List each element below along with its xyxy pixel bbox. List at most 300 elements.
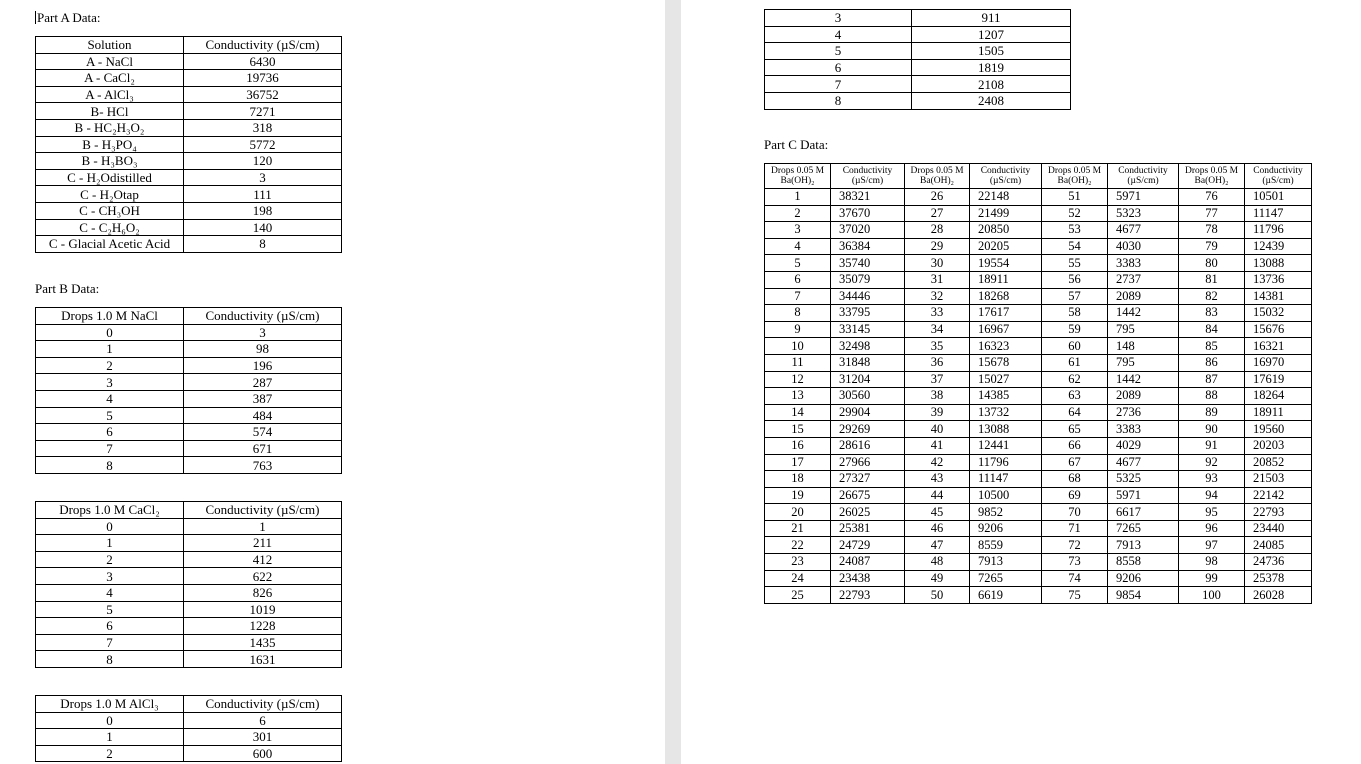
table-row	[36, 153, 342, 170]
column-header: Drops 1.0 M AlCl₃	[36, 696, 184, 713]
table-cell: 5	[36, 601, 184, 618]
table-cell: 2	[36, 745, 184, 762]
table-cell: 287	[184, 374, 342, 391]
table-cell: 24736	[1245, 554, 1312, 571]
table-cell: 98	[1179, 554, 1245, 571]
table-cell: 2408	[912, 92, 1071, 109]
table-cell: 84	[1179, 321, 1245, 338]
table-cell: 23438	[831, 570, 905, 587]
table-cell: 11147	[1245, 205, 1312, 222]
table-cell: 86	[1179, 354, 1245, 371]
table-row	[765, 321, 1312, 338]
table-cell: 28616	[831, 437, 905, 454]
table-cell: 16	[765, 437, 831, 454]
table-cell: 65	[1042, 421, 1108, 438]
table-cell: 0	[36, 518, 184, 535]
table-row	[36, 568, 342, 585]
column-header: Conductivity (µS/cm)	[184, 37, 342, 54]
table-cell: 4	[765, 238, 831, 255]
table-cell: 18911	[1245, 404, 1312, 421]
column-header: Conductivity (µS/cm)	[1108, 164, 1179, 189]
table-cell: 7	[765, 76, 912, 93]
table-row	[36, 551, 342, 568]
column-header: Drops 0.05 M Ba(OH)₂	[1042, 164, 1108, 189]
table-row	[36, 341, 342, 358]
table-row	[36, 53, 342, 70]
table-cell: 3	[36, 374, 184, 391]
table-cell: 5323	[1108, 205, 1179, 222]
table-row	[765, 26, 1071, 43]
table-cell: 412	[184, 551, 342, 568]
table-cell: 8	[36, 457, 184, 474]
table-cell: 1442	[1108, 371, 1179, 388]
table-cell: 8558	[1108, 554, 1179, 571]
table-cell: 6	[36, 424, 184, 441]
table-cell: 15	[765, 421, 831, 438]
table-cell: 66	[1042, 437, 1108, 454]
table-row	[36, 357, 342, 374]
table-cell: 2089	[1108, 288, 1179, 305]
table-cell: 27327	[831, 471, 905, 488]
part-a-table	[35, 36, 342, 253]
table-row	[765, 404, 1312, 421]
part-b-nacl-table	[35, 307, 342, 474]
table-cell: 8	[765, 92, 912, 109]
table-cell: 22	[765, 537, 831, 554]
table-cell: 71	[1042, 520, 1108, 537]
table-cell: 81	[1179, 271, 1245, 288]
table-cell: 27	[905, 205, 970, 222]
table-cell: 2	[36, 551, 184, 568]
table-cell: 18264	[1245, 388, 1312, 405]
table-cell: 90	[1179, 421, 1245, 438]
table-cell: 12441	[970, 437, 1042, 454]
table-cell: 3383	[1108, 255, 1179, 272]
table-cell: 52	[1042, 205, 1108, 222]
table-row	[36, 407, 342, 424]
table-row	[765, 487, 1312, 504]
table-cell: 1	[36, 535, 184, 552]
table-row	[36, 169, 342, 186]
part-b-cacl2-table	[35, 501, 342, 668]
table-cell: 31848	[831, 354, 905, 371]
table-cell: C - H₂Otap	[36, 186, 184, 203]
part-c-table	[764, 163, 1312, 604]
column-header: Conductivity (µS/cm)	[184, 696, 342, 713]
table-cell: 95	[1179, 504, 1245, 521]
table-cell: 93	[1179, 471, 1245, 488]
table-cell: 4677	[1108, 454, 1179, 471]
table-cell: 26675	[831, 487, 905, 504]
table-cell: 1	[184, 518, 342, 535]
table-row	[765, 92, 1071, 109]
column-header: Conductivity (µS/cm)	[184, 502, 342, 519]
table-cell: 6	[765, 59, 912, 76]
table-row	[36, 634, 342, 651]
table-cell: 19	[765, 487, 831, 504]
part-b-alcl3-table-continued	[764, 9, 1071, 110]
table-row	[765, 587, 1312, 604]
table-cell: 21503	[1245, 471, 1312, 488]
table-cell: 73	[1042, 554, 1108, 571]
table-cell: 85	[1179, 338, 1245, 355]
table-cell: 42	[905, 454, 970, 471]
table-cell: 25378	[1245, 570, 1312, 587]
table-cell: 9206	[970, 520, 1042, 537]
table-cell: 78	[1179, 222, 1245, 239]
table-row	[36, 729, 342, 746]
table-row	[765, 454, 1312, 471]
table-cell: 4029	[1108, 437, 1179, 454]
table-cell: 2736	[1108, 404, 1179, 421]
table-cell: 3383	[1108, 421, 1179, 438]
table-cell: 20850	[970, 222, 1042, 239]
table-cell: 6619	[970, 587, 1042, 604]
table-cell: 33145	[831, 321, 905, 338]
table-cell: 35079	[831, 271, 905, 288]
table-cell: 795	[1108, 321, 1179, 338]
table-cell: 13088	[1245, 255, 1312, 272]
table-row	[765, 271, 1312, 288]
table-cell: 7	[765, 288, 831, 305]
table-cell: 6	[765, 271, 831, 288]
table-cell: 38321	[831, 189, 905, 206]
table-cell: 19736	[184, 70, 342, 87]
table-cell: 45	[905, 504, 970, 521]
table-cell: 64	[1042, 404, 1108, 421]
part-a-heading-text: Part A Data:	[37, 10, 101, 25]
table-row	[36, 236, 342, 253]
table-cell: 22793	[831, 587, 905, 604]
table-cell: 21	[765, 520, 831, 537]
table-row	[765, 421, 1312, 438]
table-cell: A - CaCl₂	[36, 70, 184, 87]
table-cell: 22148	[970, 189, 1042, 206]
table-cell: 19554	[970, 255, 1042, 272]
table-cell: 37	[905, 371, 970, 388]
table-cell: 29	[905, 238, 970, 255]
table-cell: 5971	[1108, 189, 1179, 206]
table-cell: 22142	[1245, 487, 1312, 504]
table-cell: 33795	[831, 305, 905, 322]
part-b-heading: Part B Data:	[35, 281, 100, 296]
table-row	[765, 205, 1312, 222]
table-cell: 13	[765, 388, 831, 405]
column-header: Conductivity (µS/cm)	[970, 164, 1042, 189]
table-cell: 8559	[970, 537, 1042, 554]
table-cell: 26025	[831, 504, 905, 521]
table-row	[36, 186, 342, 203]
table-row	[36, 618, 342, 635]
table-cell: 5	[36, 407, 184, 424]
document-page-right	[681, 0, 1361, 764]
table-cell: 318	[184, 119, 342, 136]
table-cell: 34	[905, 321, 970, 338]
table-cell: 1442	[1108, 305, 1179, 322]
table-cell: 67	[1042, 454, 1108, 471]
table-row	[765, 471, 1312, 488]
table-cell: 34446	[831, 288, 905, 305]
table-cell: 69	[1042, 487, 1108, 504]
table-cell: 7913	[1108, 537, 1179, 554]
table-cell: 600	[184, 745, 342, 762]
table-row	[36, 390, 342, 407]
table-cell: 9852	[970, 504, 1042, 521]
column-header: Drops 0.05 M Ba(OH)₂	[1179, 164, 1245, 189]
table-cell: 82	[1179, 288, 1245, 305]
column-header: Conductivity (µS/cm)	[831, 164, 905, 189]
table-cell: 1435	[184, 634, 342, 651]
table-cell: 6	[184, 712, 342, 729]
table-cell: 11147	[970, 471, 1042, 488]
table-cell: 87	[1179, 371, 1245, 388]
table-cell: 301	[184, 729, 342, 746]
table-cell: 911	[912, 10, 1071, 27]
table-cell: 35740	[831, 255, 905, 272]
table-cell: 68	[1042, 471, 1108, 488]
table-cell: 671	[184, 440, 342, 457]
table-cell: C - C₂H₆O₂	[36, 219, 184, 236]
table-cell: B - H₃BO₃	[36, 153, 184, 170]
table-cell: B - H₃PO₄	[36, 136, 184, 153]
table-row	[36, 119, 342, 136]
table-cell: 57	[1042, 288, 1108, 305]
table-cell: 18	[765, 471, 831, 488]
column-header: Conductivity (µS/cm)	[184, 308, 342, 325]
table-cell: 15678	[970, 354, 1042, 371]
table-cell: 140	[184, 219, 342, 236]
table-row	[765, 189, 1312, 206]
table-row	[765, 554, 1312, 571]
table-cell: 4	[765, 26, 912, 43]
table-cell: 83	[1179, 305, 1245, 322]
table-cell: 51	[1042, 189, 1108, 206]
table-row	[36, 70, 342, 87]
table-cell: 19560	[1245, 421, 1312, 438]
table-cell: 28	[905, 222, 970, 239]
table-cell: 94	[1179, 487, 1245, 504]
column-header: Drops 0.05 M Ba(OH)₂	[765, 164, 831, 189]
table-cell: C - Glacial Acetic Acid	[36, 236, 184, 253]
table-cell: 0	[36, 712, 184, 729]
table-cell: 3	[36, 568, 184, 585]
table-cell: 29269	[831, 421, 905, 438]
table-cell: 24	[765, 570, 831, 587]
table-cell: 72	[1042, 537, 1108, 554]
table-cell: 17617	[970, 305, 1042, 322]
table-row	[765, 520, 1312, 537]
table-header-row	[36, 696, 342, 713]
table-cell: 27966	[831, 454, 905, 471]
table-cell: 74	[1042, 570, 1108, 587]
table-cell: 4677	[1108, 222, 1179, 239]
table-cell: 75	[1042, 587, 1108, 604]
table-cell: 55	[1042, 255, 1108, 272]
table-cell: 198	[184, 202, 342, 219]
table-cell: 17619	[1245, 371, 1312, 388]
table-cell: 32	[905, 288, 970, 305]
table-cell: 1207	[912, 26, 1071, 43]
table-row	[36, 584, 342, 601]
table-row	[765, 388, 1312, 405]
table-cell: 25	[765, 587, 831, 604]
table-row	[36, 324, 342, 341]
table-cell: 58	[1042, 305, 1108, 322]
column-header: Drops 1.0 M CaCl₂	[36, 502, 184, 519]
table-cell: 10501	[1245, 189, 1312, 206]
table-cell: 2108	[912, 76, 1071, 93]
table-cell: 39	[905, 404, 970, 421]
table-cell: 13736	[1245, 271, 1312, 288]
table-row	[765, 59, 1071, 76]
part-a-heading	[35, 10, 101, 25]
part-b-alcl3-table	[35, 695, 342, 762]
table-row	[765, 371, 1312, 388]
table-cell: 41	[905, 437, 970, 454]
table-cell: 1019	[184, 601, 342, 618]
table-cell: 91	[1179, 437, 1245, 454]
table-cell: 763	[184, 457, 342, 474]
table-row	[36, 651, 342, 668]
table-cell: 59	[1042, 321, 1108, 338]
table-cell: 20205	[970, 238, 1042, 255]
table-cell: 387	[184, 390, 342, 407]
table-row	[765, 76, 1071, 93]
table-cell: 100	[1179, 587, 1245, 604]
table-header-row	[765, 164, 1312, 189]
table-cell: 79	[1179, 238, 1245, 255]
table-cell: 2	[36, 357, 184, 374]
table-cell: 16323	[970, 338, 1042, 355]
table-cell: 20852	[1245, 454, 1312, 471]
table-cell: 14381	[1245, 288, 1312, 305]
table-cell: 17	[765, 454, 831, 471]
table-cell: 574	[184, 424, 342, 441]
table-cell: 6430	[184, 53, 342, 70]
table-cell: 8	[184, 236, 342, 253]
table-cell: 7913	[970, 554, 1042, 571]
table-cell: 14	[765, 404, 831, 421]
table-row	[36, 219, 342, 236]
table-row	[36, 535, 342, 552]
table-cell: 31	[905, 271, 970, 288]
table-cell: 37020	[831, 222, 905, 239]
table-cell: 23440	[1245, 520, 1312, 537]
table-cell: 56	[1042, 271, 1108, 288]
table-cell: 33	[905, 305, 970, 322]
table-cell: 46	[905, 520, 970, 537]
table-cell: 3	[184, 324, 342, 341]
document-page-left	[0, 0, 665, 764]
table-cell: 196	[184, 357, 342, 374]
table-cell: 96	[1179, 520, 1245, 537]
table-cell: 15027	[970, 371, 1042, 388]
table-row	[36, 712, 342, 729]
table-cell: 9	[765, 321, 831, 338]
table-cell: 63	[1042, 388, 1108, 405]
table-cell: 16967	[970, 321, 1042, 338]
table-cell: 1505	[912, 43, 1071, 60]
table-cell: 10	[765, 338, 831, 355]
table-header-row	[36, 308, 342, 325]
table-cell: 148	[1108, 338, 1179, 355]
table-cell: 826	[184, 584, 342, 601]
table-cell: 35	[905, 338, 970, 355]
table-row	[36, 457, 342, 474]
table-cell: 29904	[831, 404, 905, 421]
table-cell: 20	[765, 504, 831, 521]
table-row	[765, 570, 1312, 587]
table-cell: 2737	[1108, 271, 1179, 288]
table-cell: 36	[905, 354, 970, 371]
table-cell: B- HCl	[36, 103, 184, 120]
part-c-heading: Part C Data:	[764, 137, 829, 152]
table-cell: 70	[1042, 504, 1108, 521]
table-row	[765, 537, 1312, 554]
table-header-row	[36, 37, 342, 54]
table-cell: 31204	[831, 371, 905, 388]
table-cell: A - AlCl₃	[36, 86, 184, 103]
table-cell: 88	[1179, 388, 1245, 405]
table-cell: 1819	[912, 59, 1071, 76]
table-cell: 40	[905, 421, 970, 438]
table-cell: 36752	[184, 86, 342, 103]
table-cell: 98	[184, 341, 342, 358]
table-cell: 24729	[831, 537, 905, 554]
table-cell: 13732	[970, 404, 1042, 421]
table-cell: 2089	[1108, 388, 1179, 405]
table-cell: 92	[1179, 454, 1245, 471]
table-cell: 5	[765, 43, 912, 60]
table-cell: 23	[765, 554, 831, 571]
table-cell: 7271	[184, 103, 342, 120]
table-cell: C - H₂Odistilled	[36, 169, 184, 186]
table-row	[36, 202, 342, 219]
table-cell: 50	[905, 587, 970, 604]
table-cell: 53	[1042, 222, 1108, 239]
table-cell: 14385	[970, 388, 1042, 405]
table-cell: 5971	[1108, 487, 1179, 504]
table-cell: 15676	[1245, 321, 1312, 338]
table-cell: 77	[1179, 205, 1245, 222]
table-cell: C - CH₃OH	[36, 202, 184, 219]
table-cell: 18911	[970, 271, 1042, 288]
table-cell: 11796	[1245, 222, 1312, 239]
table-row	[36, 440, 342, 457]
table-cell: 38	[905, 388, 970, 405]
table-cell: 3	[765, 10, 912, 27]
table-row	[36, 86, 342, 103]
table-cell: 30	[905, 255, 970, 272]
table-cell: 5325	[1108, 471, 1179, 488]
table-cell: 99	[1179, 570, 1245, 587]
table-cell: 11796	[970, 454, 1042, 471]
column-header: Drops 1.0 M NaCl	[36, 308, 184, 325]
table-row	[765, 43, 1071, 60]
table-cell: 3	[184, 169, 342, 186]
table-cell: 49	[905, 570, 970, 587]
table-cell: 211	[184, 535, 342, 552]
table-cell: 2	[765, 205, 831, 222]
table-cell: 44	[905, 487, 970, 504]
table-cell: 89	[1179, 404, 1245, 421]
table-cell: 3	[765, 222, 831, 239]
table-cell: 0	[36, 324, 184, 341]
table-cell: 37670	[831, 205, 905, 222]
table-row	[36, 374, 342, 391]
table-row	[765, 504, 1312, 521]
table-row	[36, 136, 342, 153]
